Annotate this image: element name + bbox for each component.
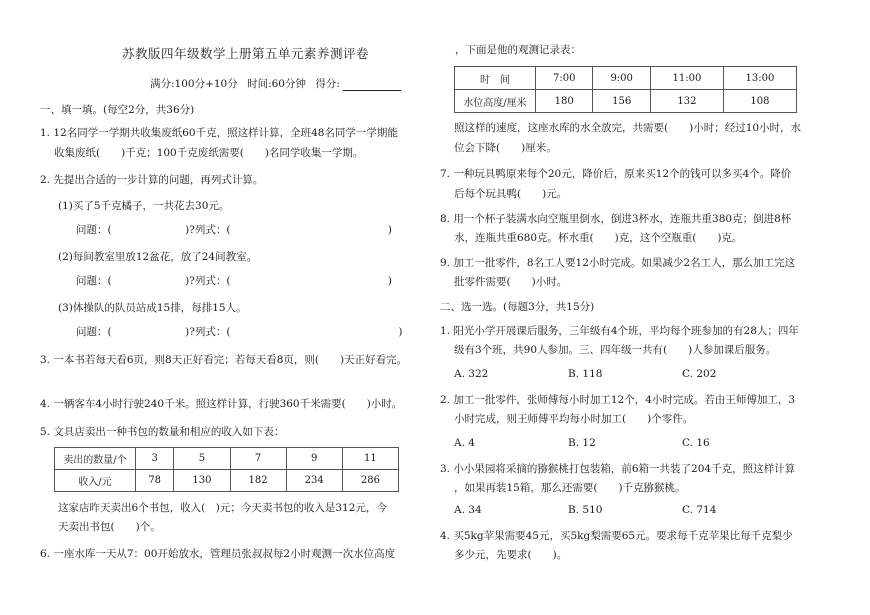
choice-3-line-2: ，如果再装15箱，那么还需要( )千克猕猴桃。	[454, 482, 686, 494]
choice-4-line-1: 4. 买5kg苹果需要45元，买5kg梨需要65元。要求每千克苹果比每千克梨少	[440, 530, 793, 542]
question-4: 4. 一辆客车4小时行驶240千米。照这样计算，行驶360千米需要( )小时。	[40, 398, 403, 410]
table-cell: 11	[342, 448, 398, 470]
page-title: 苏教版四年级数学上册第五单元素养测评卷	[122, 46, 370, 61]
table-cell: 5	[174, 448, 230, 470]
table-cell: 7	[230, 448, 286, 470]
question-9-line-2: 批零件需要( )小时。	[454, 276, 568, 288]
table-cell: 180	[536, 90, 593, 113]
sales-table	[54, 447, 399, 492]
table-cell: 286	[342, 470, 398, 492]
table-header-cell: 水位高度/厘米	[455, 90, 536, 113]
table-cell: 11:00	[650, 67, 723, 90]
question-6-line-1: 6. 一座水库一天从7：00开始放水，管理员张叔叔每2小时观测一次水位高度	[40, 548, 396, 560]
question-2-2: (2)每间教室里放12盆花，放了24间教室。	[58, 251, 258, 263]
choice-3-option-a[interactable]: A. 34	[454, 504, 482, 516]
question-7-line-2: 后每个玩具鸭( )元。	[454, 188, 568, 200]
table-cell: 3	[136, 448, 174, 470]
table-header-cell: 收入/元	[55, 470, 136, 492]
question-2-3: (3)体操队的队员站成15排，每排15人。	[58, 302, 247, 314]
choice-1-line-1: 1. 阳光小学开展课后服务，三年级有4个班，平均每个班参加的有28人；四年	[440, 325, 799, 337]
question-2-1: (1)买了5千克橘子，一共花去30元。	[58, 200, 230, 212]
question-1-line-2: 收集废纸( )千克；100千克废纸需要( )名同学收集一学期。	[54, 147, 364, 159]
time-limit: 时间:60分钟	[247, 78, 306, 90]
choice-1-option-b[interactable]: B. 118	[568, 368, 603, 380]
table-row	[55, 448, 399, 470]
table-row	[455, 90, 797, 113]
score-blank[interactable]	[343, 80, 401, 91]
water-level-table	[454, 66, 797, 113]
table-header-cell: 卖出的数量/个	[55, 448, 136, 470]
question-2-3-prompt[interactable]: 问题：( )?列式：( )	[76, 326, 403, 338]
choice-2-line-1: 2. 加工一批零件，张师傅每小时加工12个，4小时完成。若由王师傅加工，3	[440, 394, 796, 406]
choice-4-line-2: 多少元，先要求( )。	[454, 549, 568, 561]
question-3: 3. 一本书若每天看6页，则8天正好看完；若每天看8页，则( )天正好看完。	[40, 354, 408, 366]
section-2-heading: 二、选一选。(每题3分，共15分)	[440, 301, 595, 313]
question-6-line-2: ，下面是他的观测记录表：	[455, 44, 581, 56]
question-2: 2. 先提出合适的一步计算的问题，再列式计算。	[40, 174, 264, 186]
table-row	[55, 470, 399, 492]
choice-2-option-c[interactable]: C. 16	[682, 437, 710, 449]
question-2-2-prompt[interactable]: 问题：( )?列式：( )	[76, 275, 393, 287]
choice-2-option-a[interactable]: A. 4	[454, 437, 475, 449]
question-6-line-4: 位会下降( )厘米。	[454, 142, 557, 154]
question-7-line-1: 7. 一种玩具鸭原来每个20元，降价后，原来买12个的钱可以多买4个。降价	[440, 168, 792, 180]
score-line	[150, 76, 401, 91]
score-got: 得分:	[315, 78, 340, 90]
choice-1-option-c[interactable]: C. 202	[682, 368, 717, 380]
table-cell: 9	[286, 448, 342, 470]
table-row	[455, 67, 797, 90]
table-cell: 182	[230, 470, 286, 492]
question-9-line-1: 9. 加工一批零件，8名工人要12小时完成。如果减少2名工人，那么加工完这	[440, 257, 796, 269]
table-cell: 78	[136, 470, 174, 492]
question-1-line-1: 1. 12名同学一学期共收集废纸60千克，照这样计算，全班48名同学一学期能	[40, 127, 398, 139]
choice-3-line-1: 3. 小小果园将采摘的猕猴桃打包装箱，前6箱一共装了204千克，照这样计算	[440, 463, 796, 475]
table-cell: 156	[593, 90, 650, 113]
choice-1-line-2: 级有3个班，共90人参加。三、四年级一共有( )人参加课后服务。	[454, 344, 777, 356]
table-cell: 7:00	[536, 67, 593, 90]
question-8-line-2: 水，连瓶共重680克。杯水重( )克，这个空瓶重( )克。	[454, 232, 743, 244]
question-5-line-3: 天卖出书包( )个。	[58, 521, 161, 533]
section-1-heading: 一、填一填。(每空2分，共36分)	[40, 104, 195, 116]
choice-2-option-b[interactable]: B. 12	[568, 437, 596, 449]
table-cell: 132	[650, 90, 723, 113]
choice-2-line-2: 小时完成，则王师傅平均每小时加工( )个零件。	[454, 413, 694, 425]
question-5: 5. 文具店卖出一种书包的数量和相应的收入如下表：	[40, 426, 285, 438]
choice-3-option-b[interactable]: B. 510	[568, 504, 603, 516]
question-2-1-prompt[interactable]: 问题：( )?列式：( )	[76, 224, 393, 236]
question-8-line-1: 8. 用一个杯子装满水向空瓶里倒水，倒进3杯水，连瓶共重380克；倒进8杯	[440, 213, 792, 225]
choice-3-option-c[interactable]: C. 714	[682, 504, 717, 516]
choice-1-option-a[interactable]: A. 322	[454, 368, 489, 380]
table-cell: 130	[174, 470, 230, 492]
table-header-cell: 时 间	[455, 67, 536, 90]
table-cell: 234	[286, 470, 342, 492]
question-6-line-3: 照这样的速度，这座水库的水全放完，共需要( )小时；经过10小时，水	[454, 122, 802, 134]
table-cell: 9:00	[593, 67, 650, 90]
table-cell: 108	[723, 90, 796, 113]
table-cell: 13:00	[723, 67, 796, 90]
full-score: 满分:100分+10分	[150, 78, 238, 90]
question-5-line-2: 这家店昨天卖出6个书包，收入( )元；今天卖书包的收入是312元，今	[58, 502, 387, 514]
